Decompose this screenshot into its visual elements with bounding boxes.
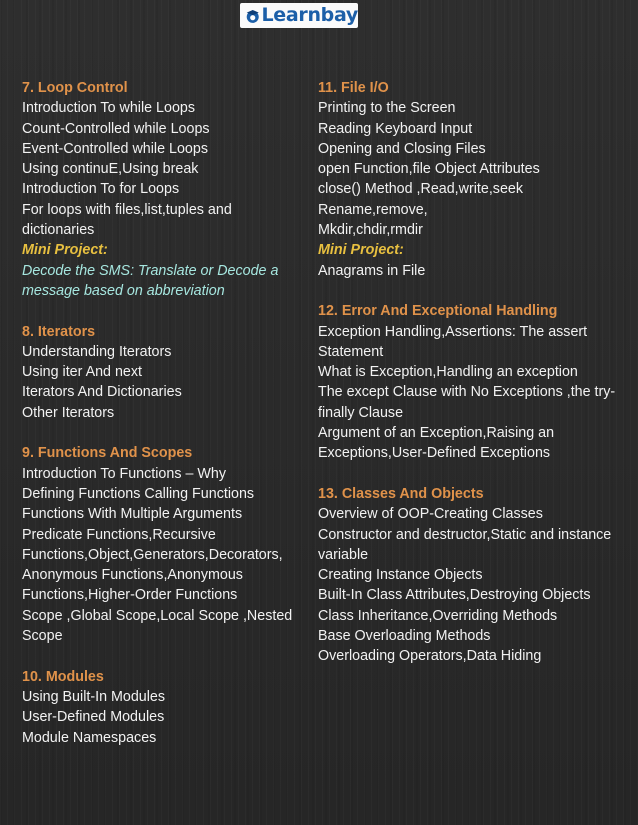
list-item: Using Built-In Modules — [22, 688, 166, 705]
list-item: Using iter And next — [22, 364, 143, 381]
mini-project-text: Anagrams in File — [318, 262, 426, 279]
mini-project-label: Mini Project: — [318, 242, 404, 259]
section-error-handling — [318, 301, 618, 463]
list-item: Reading Keyboard Input — [318, 120, 473, 137]
section-classes-and-objects — [318, 484, 618, 667]
section-heading: 10. Modules — [22, 668, 104, 685]
list-item: Introduction To for Loops — [22, 181, 180, 198]
section-functions-and-scopes — [22, 443, 307, 646]
list-item: Overview of OOP-Creating Classes — [318, 506, 543, 523]
list-item: Overloading Operators,Data Hiding — [318, 648, 542, 665]
list-item: User-Defined Modules — [22, 709, 165, 726]
mini-project-label: Mini Project: — [22, 242, 108, 259]
list-item: Opening and Closing Files — [318, 140, 486, 157]
list-item: Printing to the Screen — [318, 100, 456, 117]
list-item: What is Exception,Handling an exception — [318, 364, 578, 381]
section-heading: 12. Error And Exceptional Handling — [318, 303, 558, 320]
section-heading: 9. Functions And Scopes — [22, 445, 193, 462]
section-modules — [22, 667, 307, 748]
list-item: Mkdir,chdir,rmdir — [318, 222, 423, 239]
list-item: Count-Controlled while Loops — [22, 120, 210, 137]
list-item: Introduction To while Loops — [22, 100, 196, 117]
list-item: Rename,remove, — [318, 201, 428, 218]
section-loop-control — [22, 78, 307, 301]
mini-project-text: Decode the SMS: Translate or Decode a message based on abbreviation — [22, 262, 279, 299]
section-heading: 13. Classes And Objects — [318, 485, 484, 502]
graduate-icon — [245, 7, 260, 25]
list-item: Class Inheritance,Overriding Methods — [318, 607, 558, 624]
section-heading: 11. File I/O — [318, 80, 389, 96]
list-item: open Function,file Object Attributes — [318, 161, 540, 178]
list-item: Argument of an Exception,Raising an Exceptions,User-Defined Exceptions — [318, 425, 555, 462]
list-item: Defining Functions Calling Functions — [22, 485, 255, 502]
list-item: Event-Controlled while Loops — [22, 140, 208, 157]
list-item: Base Overloading Methods — [318, 628, 491, 645]
section-iterators — [22, 322, 307, 423]
logo-text: Learnbay — [261, 4, 358, 26]
section-heading: 7. Loop Control — [22, 80, 128, 96]
left-column — [22, 78, 307, 768]
learnbay-logo — [240, 3, 358, 28]
list-item: Using continuE,Using break — [22, 161, 199, 178]
list-item: Other Iterators — [22, 404, 115, 421]
section-file-io — [318, 78, 618, 281]
list-item: Predicate Functions,Recursive Functions,Object,Generators,Decorators, Anonymous Functions,Anonymous Functions,Higher-Order Functions — [22, 526, 283, 604]
list-item: Functions With Multiple Arguments — [22, 506, 243, 523]
list-item: Built-In Class Attributes,Destroying Objects — [318, 587, 591, 604]
list-item: Exception Handling,Assertions: The assert Statement — [318, 323, 588, 360]
list-item: Understanding Iterators — [22, 343, 172, 360]
list-item: Module Namespaces — [22, 729, 157, 746]
section-heading: 8. Iterators — [22, 323, 96, 340]
list-item: Creating Instance Objects — [318, 567, 483, 584]
list-item: Introduction To Functions – Why — [22, 465, 226, 482]
list-item: Constructor and destructor,Static and instance variable — [318, 526, 612, 563]
list-item: close() Method ,Read,write,seek — [318, 181, 524, 198]
list-item: Iterators And Dictionaries — [22, 384, 182, 401]
list-item: Scope ,Global Scope,Local Scope ,Nested Scope — [22, 607, 293, 645]
list-item: For loops with files,list,tuples and dictionaries — [22, 201, 232, 239]
right-column — [318, 78, 618, 687]
list-item: The except Clause with No Exceptions ,the try-finally Clause — [318, 384, 616, 421]
